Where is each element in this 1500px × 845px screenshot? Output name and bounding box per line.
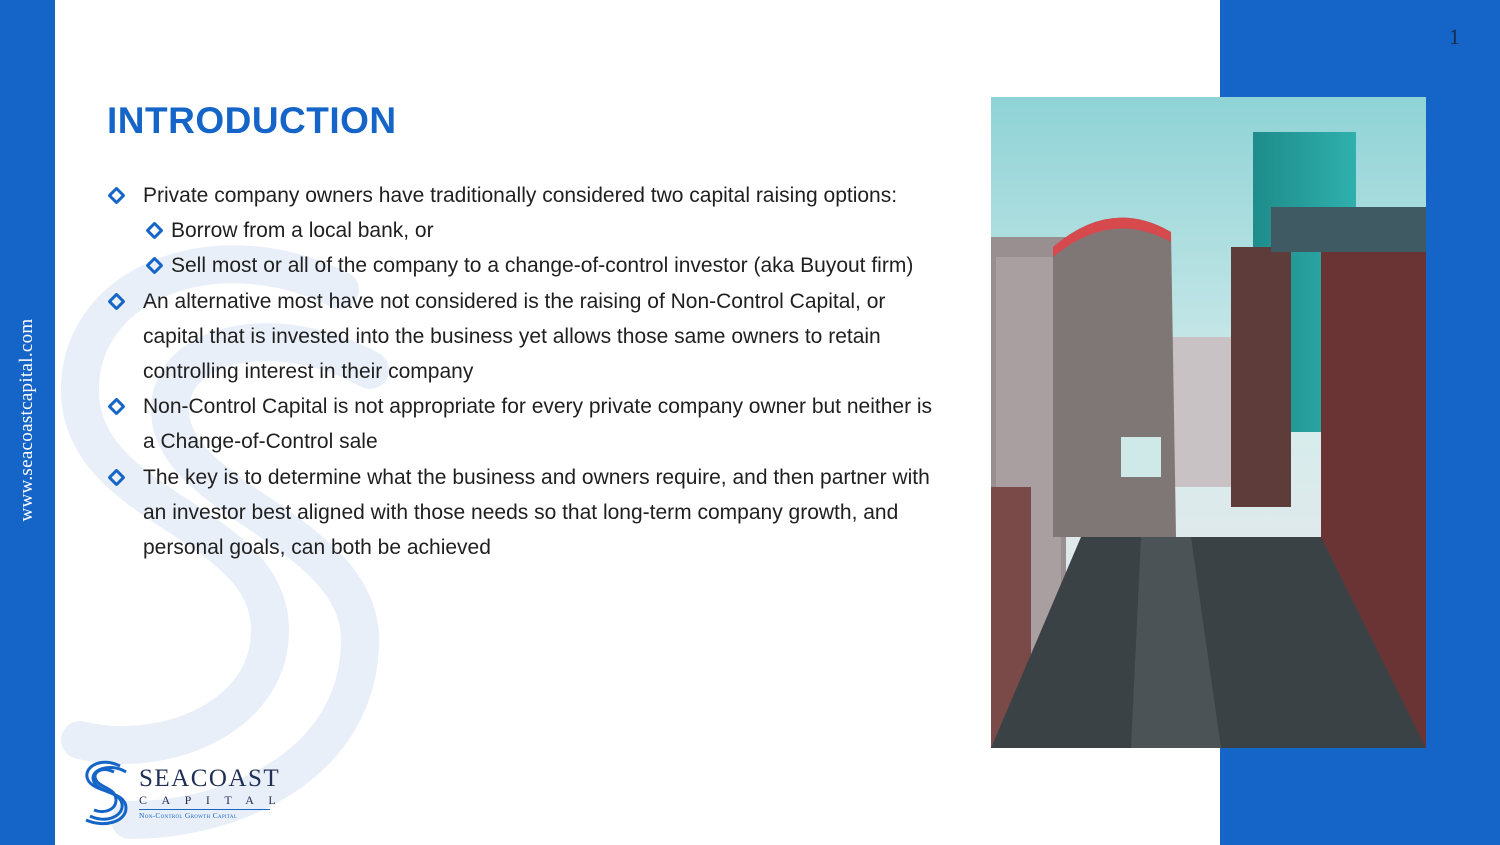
bullet-list	[108, 178, 940, 565]
diamond-bullet-icon	[107, 398, 125, 416]
seacoast-s-logo-icon	[80, 758, 132, 826]
logo-text	[139, 766, 290, 820]
page-number: 1	[1449, 24, 1460, 49]
slide-title: INTRODUCTION	[107, 100, 397, 141]
bullet-item	[108, 178, 940, 213]
company-logo	[80, 758, 291, 828]
logo-sub: CAPITAL	[139, 793, 291, 807]
sub-bullet-item	[108, 213, 940, 248]
logo-tagline: Non-Control Growth Capital	[139, 811, 238, 820]
city-street-photo	[991, 97, 1426, 748]
sub-bullet-item	[108, 248, 940, 283]
website-url: www.seacoastcapital.com	[16, 318, 37, 522]
bullet-text: Private company owners have traditionally considered two capital raising options:	[143, 184, 898, 207]
bullet-item	[108, 284, 940, 390]
bullet-text: Non-Control Capital is not appropriate for every private company owner but neither is a Change-of-Control sale	[143, 395, 933, 454]
diamond-bullet-icon	[145, 257, 163, 275]
bullet-text: An alternative most have not considered is the raising of Non-Control Capital, or capital that is invested into the business yet allows those same owners to retain controlling interest in their company	[143, 289, 886, 384]
bullet-text: The key is to determine what the business and owners require, and then partner with an investor best aligned with those needs so that long-term company growth, and personal goals, can both be achieved	[143, 465, 930, 560]
bullet-item	[108, 389, 940, 459]
diamond-bullet-icon	[145, 222, 163, 240]
logo-divider	[139, 809, 270, 810]
bullet-text: Borrow from a local bank, or	[171, 219, 434, 243]
bullet-item	[108, 460, 940, 566]
logo-name: SEACOAST	[139, 765, 281, 792]
diamond-bullet-icon	[107, 186, 125, 204]
diamond-bullet-icon	[107, 292, 125, 310]
bullet-text: Sell most or all of the company to a change-of-control investor (aka Buyout firm)	[171, 254, 914, 278]
diamond-bullet-icon	[107, 468, 125, 486]
